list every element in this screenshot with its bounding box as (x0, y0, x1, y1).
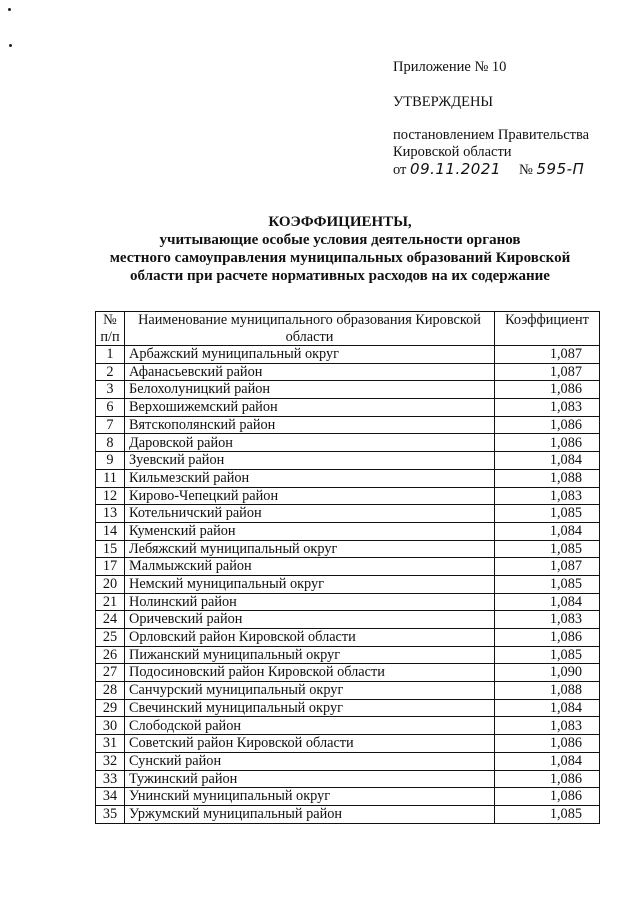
row-coefficient: 1,086 (495, 629, 600, 647)
row-municipality: Афанасьевский район (125, 363, 495, 381)
row-municipality: Слободской район (125, 717, 495, 735)
row-coefficient: 1,086 (495, 416, 600, 434)
row-coefficient: 1,084 (495, 452, 600, 470)
row-municipality: Малмыжский район (125, 558, 495, 576)
row-municipality: Верхошижемский район (125, 399, 495, 417)
table-row (96, 735, 600, 753)
approved-label: УТВЕРЖДЕНЫ (393, 94, 494, 110)
title-line-2: учитывающие особые условия деятельности органов (159, 232, 521, 248)
row-coefficient: 1,084 (495, 522, 600, 540)
decree-line-1: постановлением Правительства (393, 127, 590, 143)
row-coefficient: 1,090 (495, 664, 600, 682)
row-coefficient: 1,083 (495, 717, 600, 735)
decree-number: 595-П (536, 160, 585, 178)
row-municipality: Белохолуницкий район (125, 381, 495, 399)
row-number: 3 (96, 381, 125, 399)
table-row (96, 399, 600, 417)
row-municipality: Оричевский район (125, 611, 495, 629)
row-municipality: Унинский муниципальный округ (125, 788, 495, 806)
row-number: 35 (96, 805, 125, 823)
table-row (96, 664, 600, 682)
row-number: 8 (96, 434, 125, 452)
row-number: 7 (96, 416, 125, 434)
header-num: № п/п (96, 312, 125, 346)
document-title (60, 213, 620, 285)
coefficients-table (95, 311, 600, 824)
row-number: 30 (96, 717, 125, 735)
table-row (96, 752, 600, 770)
row-number: 28 (96, 682, 125, 700)
table-row (96, 434, 600, 452)
row-municipality: Арбажский муниципальный округ (125, 346, 495, 364)
table-row (96, 611, 600, 629)
row-municipality: Орловский район Кировской области (125, 629, 495, 647)
row-coefficient: 1,085 (495, 505, 600, 523)
row-number: 33 (96, 770, 125, 788)
row-coefficient: 1,085 (495, 575, 600, 593)
row-number: 6 (96, 399, 125, 417)
row-coefficient: 1,085 (495, 540, 600, 558)
row-coefficient: 1,083 (495, 487, 600, 505)
row-coefficient: 1,085 (495, 646, 600, 664)
row-municipality: Советский район Кировской области (125, 735, 495, 753)
header-coef: Коэффициент (495, 312, 600, 346)
table-body (96, 346, 600, 824)
decree-line-2: Кировской области (393, 144, 512, 160)
table-row (96, 487, 600, 505)
header-name: Наименование муниципального образования Кировской области (125, 312, 495, 346)
row-coefficient: 1,088 (495, 682, 600, 700)
row-coefficient: 1,086 (495, 434, 600, 452)
appendix-label: Приложение № 10 (393, 59, 507, 75)
row-number: 11 (96, 469, 125, 487)
row-number: 2 (96, 363, 125, 381)
table-row (96, 469, 600, 487)
decree-date: 09.11.2021 (410, 160, 501, 178)
row-number: 29 (96, 699, 125, 717)
decree-number-label: № (519, 162, 533, 178)
row-number: 34 (96, 788, 125, 806)
table-header-row (96, 312, 600, 346)
table-row (96, 699, 600, 717)
table-row (96, 346, 600, 364)
row-municipality: Нолинский район (125, 593, 495, 611)
row-number: 27 (96, 664, 125, 682)
row-number: 26 (96, 646, 125, 664)
table-row (96, 593, 600, 611)
row-number: 17 (96, 558, 125, 576)
row-municipality: Зуевский район (125, 452, 495, 470)
row-number: 15 (96, 540, 125, 558)
row-number: 12 (96, 487, 125, 505)
table-row (96, 575, 600, 593)
row-number: 24 (96, 611, 125, 629)
table-row (96, 363, 600, 381)
row-municipality: Даровской район (125, 434, 495, 452)
row-coefficient: 1,087 (495, 558, 600, 576)
row-municipality: Пижанский муниципальный округ (125, 646, 495, 664)
row-municipality: Вятскополянский район (125, 416, 495, 434)
decree-from: от (393, 162, 407, 178)
row-municipality: Тужинский район (125, 770, 495, 788)
table-row (96, 522, 600, 540)
row-number: 31 (96, 735, 125, 753)
row-number: 20 (96, 575, 125, 593)
row-municipality: Свечинский муниципальный округ (125, 699, 495, 717)
row-coefficient: 1,083 (495, 399, 600, 417)
row-coefficient: 1,087 (495, 346, 600, 364)
table-row (96, 505, 600, 523)
row-municipality: Немский муниципальный округ (125, 575, 495, 593)
row-coefficient: 1,084 (495, 752, 600, 770)
table-row (96, 805, 600, 823)
table-row (96, 717, 600, 735)
row-coefficient: 1,086 (495, 770, 600, 788)
table-row (96, 788, 600, 806)
row-number: 1 (96, 346, 125, 364)
row-municipality: Подосиновский район Кировской области (125, 664, 495, 682)
row-municipality: Санчурский муниципальный округ (125, 682, 495, 700)
table-row (96, 558, 600, 576)
row-coefficient: 1,084 (495, 593, 600, 611)
table-row (96, 381, 600, 399)
row-coefficient: 1,086 (495, 381, 600, 399)
table-row (96, 452, 600, 470)
table-row (96, 416, 600, 434)
row-municipality: Кирово-Чепецкий район (125, 487, 495, 505)
row-coefficient: 1,088 (495, 469, 600, 487)
row-number: 14 (96, 522, 125, 540)
row-number: 32 (96, 752, 125, 770)
decree-block (393, 127, 589, 179)
row-coefficient: 1,085 (495, 805, 600, 823)
row-coefficient: 1,086 (495, 735, 600, 753)
table-row (96, 646, 600, 664)
table-row (96, 540, 600, 558)
table-row (96, 682, 600, 700)
row-municipality: Котельничский район (125, 505, 495, 523)
table-row (96, 629, 600, 647)
row-municipality: Сунский район (125, 752, 495, 770)
row-number: 21 (96, 593, 125, 611)
table-row (96, 770, 600, 788)
decree-line-3 (393, 161, 589, 179)
row-number: 25 (96, 629, 125, 647)
title-line-4: области при расчете нормативных расходов на их содержание (130, 268, 550, 284)
title-line-3: местного самоуправления муниципальных образований Кировской (109, 250, 571, 266)
row-municipality: Лебяжский муниципальный округ (125, 540, 495, 558)
row-municipality: Куменский район (125, 522, 495, 540)
row-coefficient: 1,084 (495, 699, 600, 717)
row-number: 9 (96, 452, 125, 470)
scan-speck (9, 44, 12, 47)
row-coefficient: 1,086 (495, 788, 600, 806)
title-line-1: КОЭФФИЦИЕНТЫ, (268, 214, 412, 230)
row-municipality: Кильмезский район (125, 469, 495, 487)
row-coefficient: 1,087 (495, 363, 600, 381)
row-coefficient: 1,083 (495, 611, 600, 629)
row-number: 13 (96, 505, 125, 523)
row-municipality: Уржумский муниципальный район (125, 805, 495, 823)
scan-speck (8, 8, 11, 11)
